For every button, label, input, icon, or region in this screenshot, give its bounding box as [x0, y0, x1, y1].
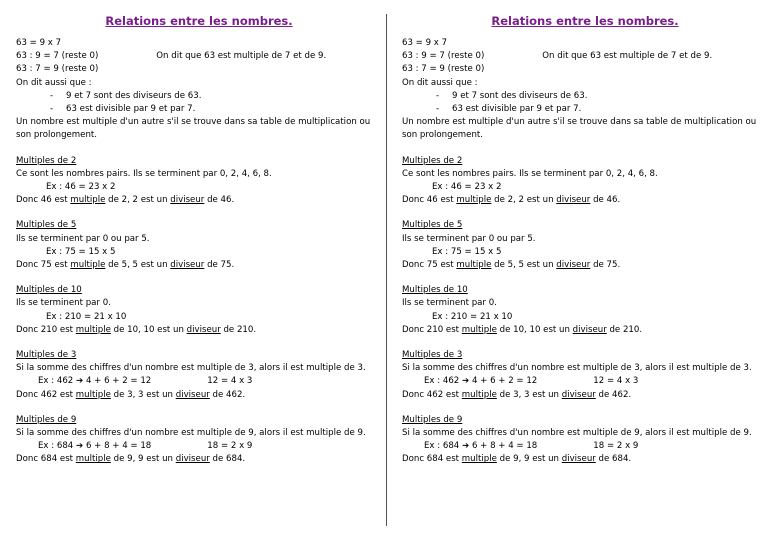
m9-conclusion	[16, 453, 382, 466]
m2-conclusion	[402, 194, 768, 207]
m3-heading: Multiples de 3	[16, 350, 77, 361]
m3-example-a: Ex : 462 ➔ 4 + 6 + 2 = 12	[424, 376, 538, 387]
intro-line-2-right: On dit que 63 est multiple de 7 et de 9.	[542, 51, 713, 62]
m3-number: 462	[40, 389, 58, 400]
m10-text: Ils se terminent par 0.	[402, 298, 497, 309]
m5-text: Ils se terminent par 0 ou par 5.	[16, 233, 150, 244]
word-est-un: est un	[140, 195, 168, 206]
intro-bullet-1-text: 9 et 7 sont des diviseurs de 63.	[452, 90, 588, 101]
word-multiple: multiple	[461, 389, 497, 400]
m10-end: de 210.	[223, 324, 257, 335]
m5-heading: Multiples de 5	[16, 220, 77, 231]
m10-heading: Multiples de 10	[16, 285, 82, 296]
m5-end: de 75.	[207, 260, 235, 271]
m9-conclusion	[402, 453, 768, 466]
m10-of: de 10, 10	[499, 324, 541, 335]
m5-example: Ex : 75 = 15 x 5	[46, 246, 116, 257]
m3-conclusion	[402, 389, 768, 402]
word-multiple: multiple	[70, 195, 106, 206]
m5-example: Ex : 75 = 15 x 5	[432, 246, 502, 257]
intro-definition: Un nombre est multiple d'un autre s'il se trouve dans sa table de multiplication ou son prolongement.	[402, 117, 757, 141]
word-est: est	[445, 454, 460, 465]
m10-end: de 210.	[609, 324, 643, 335]
m2-number: 46	[426, 195, 438, 206]
intro-line-1: 63 = 9 x 7	[16, 38, 62, 48]
bullet-dash: -	[436, 90, 440, 101]
m9-of: de 9, 9	[113, 454, 144, 465]
word-multiple: multiple	[75, 324, 111, 335]
intro-bullet-1	[402, 90, 768, 103]
intro-line-2	[16, 50, 382, 63]
word-est: est	[440, 260, 454, 271]
m3-example-b: 12 = 4 x 3	[593, 376, 639, 387]
m5-text: Ils se terminent par 0 ou par 5.	[402, 233, 536, 244]
m2-end: de 46.	[593, 195, 621, 206]
intro-line-4: On dit aussi que :	[402, 77, 478, 88]
intro-line-2-left: 63 : 9 = 7 (reste 0)	[402, 51, 485, 62]
m10-number: 210	[426, 324, 444, 335]
m9-example-b: 18 = 2 x 9	[593, 441, 639, 452]
bullet-dash: -	[50, 104, 54, 115]
word-est-un: est un	[146, 454, 173, 465]
word-multiple: multiple	[75, 454, 111, 465]
intro-bullet-2	[16, 103, 382, 116]
m2-heading: Multiples de 2	[16, 155, 77, 166]
m10-conclusion	[16, 324, 382, 337]
left-column	[16, 14, 382, 467]
m2-example: Ex : 46 = 23 x 2	[46, 182, 116, 193]
m5-of: de 5, 5	[108, 260, 139, 271]
m5-conclusion	[402, 259, 768, 272]
word-est: est	[54, 260, 68, 271]
intro-definition: Un nombre est multiple d'un autre s'il se trouve dans sa table de multiplication ou son prolongement.	[16, 117, 371, 141]
m10-text: Ils se terminent par 0.	[16, 298, 111, 309]
word-donc: Donc	[16, 324, 39, 335]
m3-number: 462	[426, 389, 444, 400]
m3-end: de 462.	[598, 389, 632, 400]
word-donc: Donc	[16, 260, 39, 271]
word-diviseur: diviseur	[556, 260, 591, 271]
word-donc: Donc	[402, 389, 425, 400]
word-diviseur: diviseur	[556, 195, 591, 206]
word-multiple: multiple	[456, 260, 492, 271]
word-est-un: est un	[526, 260, 554, 271]
m3-example	[402, 375, 768, 388]
m10-of: de 10, 10	[113, 324, 155, 335]
word-diviseur: diviseur	[170, 195, 205, 206]
word-est: est	[440, 195, 454, 206]
m3-end: de 462.	[212, 389, 246, 400]
m3-example-a: Ex : 462 ➔ 4 + 6 + 2 = 12	[38, 376, 152, 387]
word-diviseur: diviseur	[186, 324, 221, 335]
intro-line-2-left: 63 : 9 = 7 (reste 0)	[16, 51, 99, 62]
m2-text: Ce sont les nombres pairs. Ils se terminent par 0, 2, 4, 6, 8.	[402, 168, 658, 179]
bullet-dash: -	[436, 104, 440, 115]
right-column	[402, 14, 768, 467]
m9-of: de 9, 9	[499, 454, 530, 465]
m9-example-a: Ex : 684 ➔ 6 + 8 + 4 = 18	[38, 441, 152, 452]
m9-heading: Multiples de 9	[402, 414, 463, 425]
m3-text: Si la somme des chiffres d'un nombre est multiple de 3, alors il est multiple de 3.	[402, 363, 752, 374]
m2-heading: Multiples de 2	[402, 155, 463, 166]
m2-number: 46	[40, 195, 52, 206]
m3-example	[16, 375, 382, 388]
m2-end: de 46.	[207, 195, 235, 206]
word-donc: Donc	[16, 389, 39, 400]
intro-bullet-1-text: 9 et 7 sont des diviseurs de 63.	[66, 90, 202, 101]
word-diviseur: diviseur	[572, 324, 607, 335]
word-diviseur: diviseur	[175, 389, 210, 400]
word-donc: Donc	[16, 454, 39, 465]
m5-number: 75	[426, 260, 438, 271]
intro-bullet-2	[402, 103, 768, 116]
m5-conclusion	[16, 259, 382, 272]
word-donc: Donc	[402, 324, 425, 335]
intro-bullet-2-text: 63 est divisible par 9 et par 7.	[452, 104, 582, 115]
intro-bullet-2-text: 63 est divisible par 9 et par 7.	[66, 104, 196, 115]
m3-example-b: 12 = 4 x 3	[207, 376, 253, 387]
intro-line-3: 63 : 7 = 9 (reste 0)	[402, 64, 485, 75]
m3-text: Si la somme des chiffres d'un nombre est multiple de 3, alors il est multiple de 3.	[16, 363, 366, 374]
m9-text: Si la somme des chiffres d'un nombre est multiple de 9, alors il est multiple de 9.	[402, 428, 752, 439]
word-est-un: est un	[543, 324, 570, 335]
word-est-un: est un	[532, 454, 559, 465]
m5-of: de 5, 5	[494, 260, 525, 271]
bullet-dash: -	[50, 90, 54, 101]
intro-line-3: 63 : 7 = 9 (reste 0)	[16, 64, 99, 75]
m2-conclusion	[16, 194, 382, 207]
m10-heading: Multiples de 10	[402, 285, 468, 296]
m10-example: Ex : 210 = 21 x 10	[432, 311, 513, 322]
word-est: est	[59, 454, 74, 465]
word-est-un: est un	[526, 195, 554, 206]
m3-of: de 3, 3	[113, 389, 144, 400]
word-diviseur: diviseur	[170, 260, 205, 271]
m2-text: Ce sont les nombres pairs. Ils se terminent par 0, 2, 4, 6, 8.	[16, 168, 272, 179]
m9-end: de 684.	[598, 454, 632, 465]
m9-example	[16, 440, 382, 453]
m9-example-b: 18 = 2 x 9	[207, 441, 253, 452]
word-donc: Donc	[402, 195, 425, 206]
m2-of: de 2, 2	[494, 195, 525, 206]
word-donc: Donc	[16, 195, 39, 206]
m2-of: de 2, 2	[108, 195, 139, 206]
m9-example	[402, 440, 768, 453]
word-est: est	[445, 389, 460, 400]
word-diviseur: diviseur	[561, 454, 596, 465]
m3-conclusion	[16, 389, 382, 402]
m3-of: de 3, 3	[499, 389, 530, 400]
intro-line-4: On dit aussi que :	[16, 77, 92, 88]
word-multiple: multiple	[75, 389, 111, 400]
word-est: est	[54, 195, 68, 206]
m3-heading: Multiples de 3	[402, 350, 463, 361]
m10-example: Ex : 210 = 21 x 10	[46, 311, 127, 322]
word-multiple: multiple	[70, 260, 106, 271]
m9-number: 684	[426, 454, 444, 465]
word-donc: Donc	[402, 454, 425, 465]
word-est: est	[59, 389, 74, 400]
m9-example-a: Ex : 684 ➔ 6 + 8 + 4 = 18	[424, 441, 538, 452]
word-est: est	[59, 324, 74, 335]
word-multiple: multiple	[461, 454, 497, 465]
column-divider	[386, 14, 387, 526]
m5-heading: Multiples de 5	[402, 220, 463, 231]
word-est-un: est un	[157, 324, 184, 335]
word-diviseur: diviseur	[175, 454, 210, 465]
m2-example: Ex : 46 = 23 x 2	[432, 182, 502, 193]
m9-heading: Multiples de 9	[16, 414, 77, 425]
page-title: Relations entre les nombres.	[105, 14, 293, 28]
word-multiple: multiple	[461, 324, 497, 335]
m5-end: de 75.	[593, 260, 621, 271]
word-est: est	[445, 324, 460, 335]
m9-text: Si la somme des chiffres d'un nombre est multiple de 9, alors il est multiple de 9.	[16, 428, 366, 439]
word-est-un: est un	[140, 260, 168, 271]
word-est-un: est un	[532, 389, 559, 400]
intro-line-2	[402, 50, 768, 63]
word-est-un: est un	[146, 389, 173, 400]
word-diviseur: diviseur	[561, 389, 596, 400]
m10-number: 210	[40, 324, 58, 335]
m9-number: 684	[40, 454, 58, 465]
intro-line-2-right: On dit que 63 est multiple de 7 et de 9.	[156, 51, 327, 62]
page-title: Relations entre les nombres.	[491, 14, 679, 28]
m5-number: 75	[40, 260, 52, 271]
m9-end: de 684.	[212, 454, 246, 465]
intro-line-1: 63 = 9 x 7	[402, 38, 448, 48]
word-donc: Donc	[402, 260, 425, 271]
m10-conclusion	[402, 324, 768, 337]
intro-bullet-1	[16, 90, 382, 103]
word-multiple: multiple	[456, 195, 492, 206]
